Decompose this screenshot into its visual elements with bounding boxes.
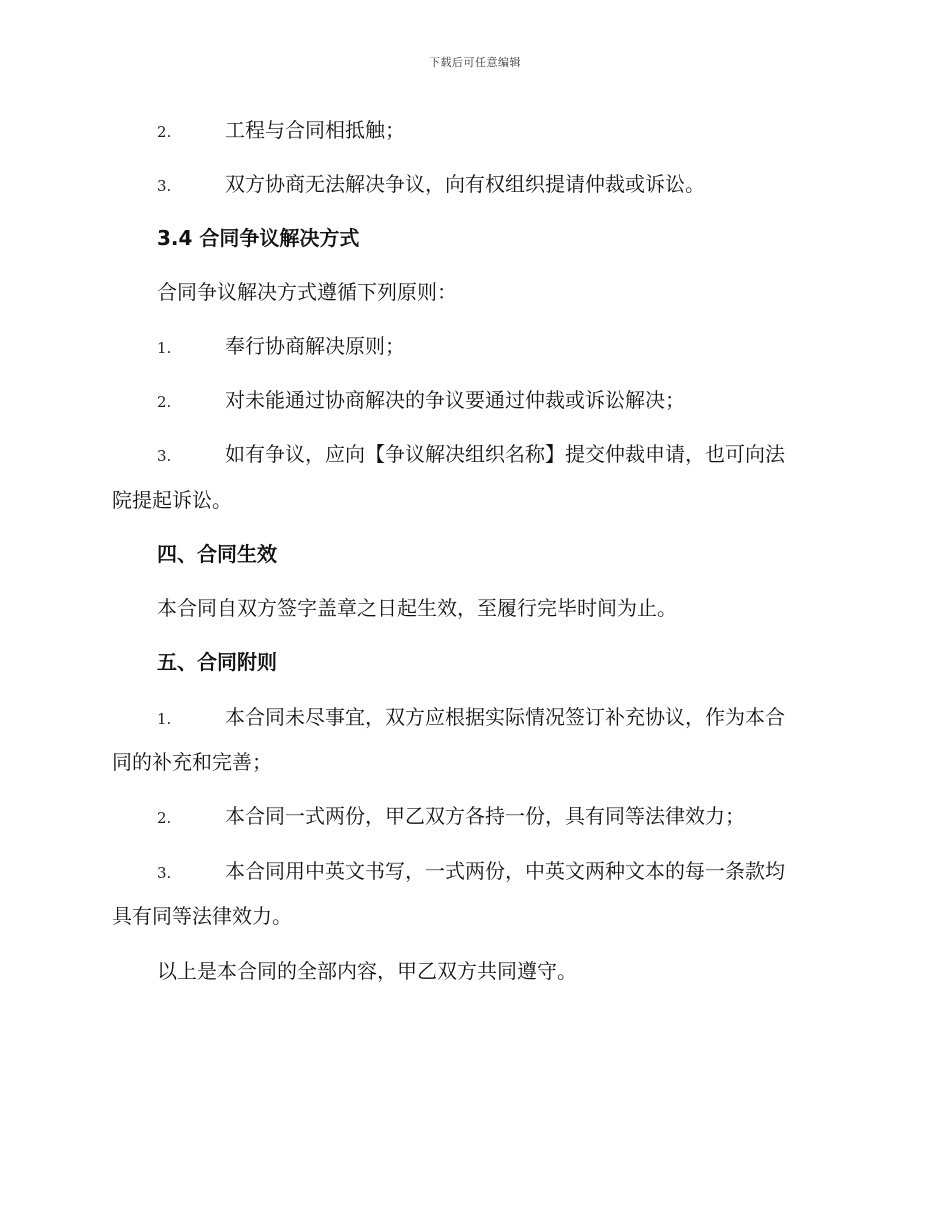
page-header: 下载后可任意编辑	[429, 56, 521, 69]
list-item-continuation-text: 具有同等法律效力。	[112, 904, 292, 928]
list-number: 1.	[157, 339, 172, 357]
list-number: 2.	[157, 123, 172, 141]
list-number: 2.	[157, 393, 172, 411]
list-number: 3.	[157, 447, 172, 465]
list-item-text: 对未能通过协商解决的争议要通过仲裁或诉讼解决；	[225, 388, 685, 412]
list-number: 3.	[157, 864, 172, 882]
list-number: 1.	[157, 710, 172, 728]
list-item-text: 双方协商无法解决争议，向有权组织提请仲裁或诉讼。	[225, 172, 705, 196]
list-item-text: 本合同未尽事宜，双方应根据实际情况签订补充协议，作为本合	[225, 705, 785, 729]
section-heading-text: 3.4 合同争议解决方式	[157, 226, 360, 250]
list-item-text: 工程与合同相抵触；	[225, 118, 405, 142]
section-heading-text: 五、合同附则	[157, 650, 277, 674]
list-item-text: 奉行协商解决原则；	[225, 334, 405, 358]
paragraph-text: 本合同自双方签字盖章之日起生效，至履行完毕时间为止。	[157, 596, 677, 620]
list-number: 2.	[157, 809, 172, 827]
list-number: 3.	[157, 177, 172, 195]
list-item-text: 本合同一式两份，甲乙双方各持一份，具有同等法律效力；	[225, 804, 745, 828]
closing-text: 以上是本合同的全部内容，甲乙双方共同遵守。	[157, 959, 577, 983]
list-item-text: 如有争议，应向【争议解决组织名称】提交仲裁申请，也可向法	[225, 442, 785, 466]
list-item-text: 本合同用中英文书写，一式两份，中英文两种文本的每一条款均	[225, 859, 785, 883]
paragraph-text: 合同争议解决方式遵循下列原则：	[157, 280, 457, 304]
section-heading-text: 四、合同生效	[157, 542, 277, 566]
list-item-continuation-text: 同的补充和完善；	[112, 750, 272, 774]
list-item-continuation-text: 院提起诉讼。	[112, 488, 232, 512]
